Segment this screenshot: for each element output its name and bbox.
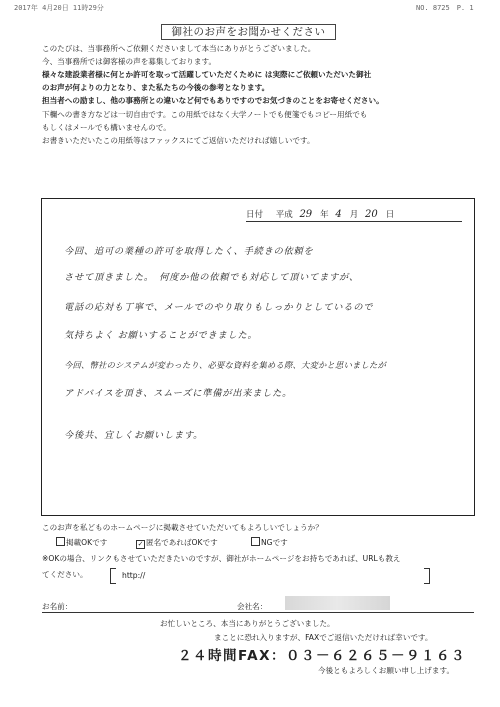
checkbox-checked[interactable]: ✓: [137, 540, 144, 548]
intro-line-bold: 担当者への励まし、他の事務所との違いなど何でもありですのでお気づきのことをお寄せください。: [42, 96, 384, 105]
consent-option-ok[interactable]: [56, 537, 107, 548]
fax-timestamp: 2017年 4月20日 11時29分: [14, 4, 104, 12]
link-note-cont: てください。: [42, 570, 88, 579]
footer-closing: 今後ともよろしくお願い申し上げます。: [318, 666, 455, 675]
url-field-bracket-right: [424, 568, 430, 584]
company-label: 会社名：: [237, 602, 268, 611]
date-day: 20: [364, 209, 378, 220]
url-field-bracket-left: [110, 568, 116, 584]
handwritten-line: 気持ちよく お願いすることができました。: [64, 330, 258, 341]
consent-option-label: 匿名であればOKです: [146, 538, 218, 547]
intro-line: 今、当事務所では御客様の声を募集しております。: [42, 57, 217, 66]
date-year: 29: [299, 209, 313, 220]
date-line: [246, 208, 462, 222]
handwritten-message-box[interactable]: [41, 198, 475, 516]
intro-line-bold: のお声が何よりの力となり、また私たちの今後の参考となります。: [42, 83, 270, 92]
handwritten-line: 今回、幣社のシステムが変わったり、必要な資料を集める際、大変かと思いましたが: [64, 360, 386, 370]
name-label: お名前：: [42, 602, 73, 611]
checkbox[interactable]: [56, 537, 65, 546]
checkbox[interactable]: [251, 537, 260, 546]
redacted-company-name: [285, 596, 390, 610]
handwritten-line: 今後共、宜しくお願いします。: [64, 430, 204, 441]
form-title: 御社のお声をお聞かせください: [161, 24, 336, 40]
consent-question: このお声を私どものホームページに掲載させていただいてもよろしいでしょうか？: [42, 523, 323, 532]
date-day-unit: 日: [385, 210, 395, 220]
intro-line: 下欄への書き方などは一切自由です。この用紙ではなく大学ノートでも便箋でもコピー用紙でも: [42, 110, 368, 119]
handwritten-line: させて頂きました。 何度か他の依頼でも対応して頂いてますが、: [64, 272, 360, 283]
fax-number: ２４時間FAX：０３－６２６５－９１６３: [178, 648, 467, 664]
intro-line: もしくはメールでも構いませんので。: [42, 123, 171, 132]
consent-option-label: NGです: [261, 538, 288, 547]
date-label: 日付: [246, 210, 264, 220]
date-month: 4: [335, 209, 342, 220]
fax-page-number: NO. 8725 P. 1: [416, 4, 474, 12]
intro-line: このたびは、当事務所へご依頼くださいまして本当にありがとうございました。: [42, 44, 316, 53]
intro-line: お書きいただいたこの用紙等はファックスにてご返信いただければ嬉しいです。: [42, 136, 315, 145]
footer-fax-request: まことに恐れ入りますが、FAXでご返信いただければ幸いです。: [214, 633, 433, 642]
handwritten-line: アドバイスを頂き、スムーズに準備が出来ました。: [64, 388, 293, 399]
link-note: ※OKの場合、リンクもさせていただきたいのですが、御社がホームページをお持ちであれば、URLも教え: [42, 554, 401, 563]
handwritten-line: 今回、追可の業種の許可を取得したく、手続きの依頼を: [64, 246, 314, 257]
intro-line-bold: 様々な建設業者様に何とか許可を取って活躍していただくために は実際にご依頼いただいた御社: [42, 70, 372, 79]
consent-option-anonymous[interactable]: [136, 537, 218, 549]
consent-option-label: 掲載OKです: [66, 538, 108, 547]
date-era: 平成: [275, 210, 293, 220]
date-year-unit: 年: [320, 210, 329, 220]
name-company-row: [42, 598, 474, 613]
consent-option-ng[interactable]: [251, 537, 288, 548]
footer-thanks: お忙しいところ、本当にありがとうございました。: [160, 619, 335, 628]
url-field[interactable]: http://: [122, 571, 146, 580]
handwritten-line: 電話の応対も丁寧で、メールでのやり取りもしっかりとしているので: [64, 302, 374, 313]
date-month-unit: 月: [349, 210, 359, 220]
